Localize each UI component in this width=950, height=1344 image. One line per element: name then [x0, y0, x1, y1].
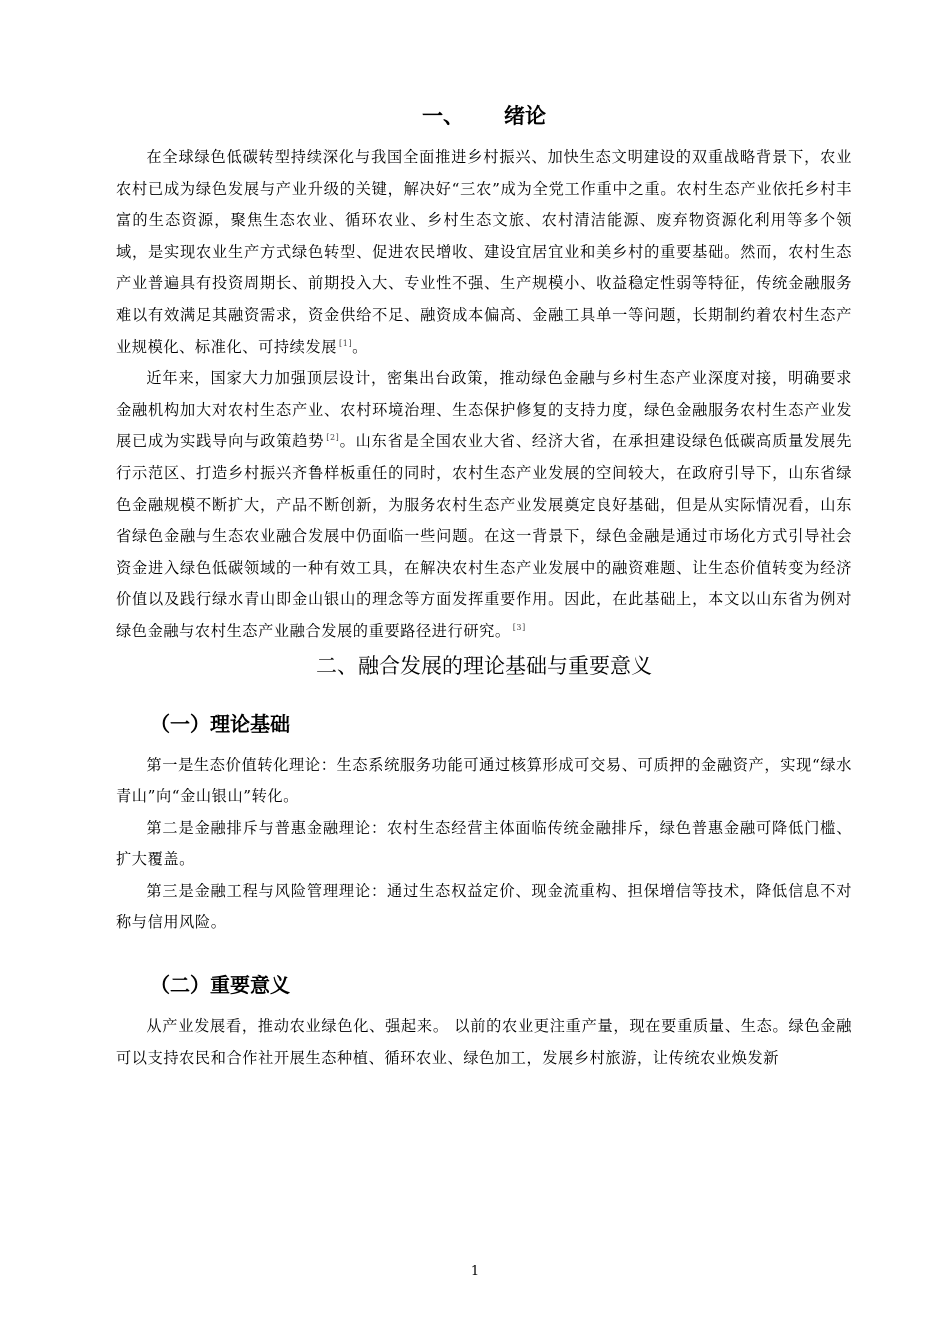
theory-paragraph-1: 第一是生态价值转化理论：生态系统服务功能可通过核算形成可交易、可质押的金融资产，实现“绿水青山”向“金山银山”转化。: [116, 755, 852, 806]
citation-1: [1]: [339, 338, 353, 348]
subsection-heading-significance: （二）重要意义: [150, 973, 290, 998]
page-number: 1: [470, 1264, 480, 1279]
section-heading-2: 二、融合发展的理论基础与重要意义: [316, 653, 652, 678]
page-content: [116, 100, 852, 1074]
significance-paragraph-1: 从产业发展看，推动农业绿色化、强起来。 以前的农业更注重产量，现在要重质量、生态。绿色金融可以支持农民和合作社开展生态种植、循环农业、绿色加工，发展乡村旅游，让传统农业焕发新: [116, 1017, 852, 1067]
subsection-heading-theory: （一）理论基础: [150, 711, 290, 736]
intro-paragraph-2: [116, 363, 852, 647]
theory-paragraph-3: 第三是金融工程与风险管理理论：通过生态权益定价、现金流重构、担保增信等技术，降低信息不对称与信用风险。: [116, 881, 852, 932]
theory-paragraph-2: 第二是金融排斥与普惠金融理论：农村生态经营主体面临传统金融排斥，绿色普惠金融可降低门槛、扩大覆盖。: [116, 818, 852, 869]
intro-paragraph-1-end: 。: [352, 337, 368, 356]
citation-2: [2]: [326, 433, 340, 443]
intro-paragraph-1-text: 在全球绿色低碳转型持续深化与我国全面推进乡村振兴、加快生态文明建设的双重战略背景下，农业农村已成为绿色发展与产业升级的关键，解决好“三农”成为全党工作重中之重。农村生态产业依托乡村丰富的生态资源，聚焦生态农业、循环农业、乡村生态文旅、农村清洁能源、废弃物资源化利用等多个领域，是实现农业生产方式绿色转型、促进农民增收、建设宜居宜业和美乡村的重要基础。然而，农村生态产业普遍具有投资周期长、前期投入大、专业性不强、生产规模小、收益稳定性弱等特征，传统金融服务难以有效满足其融资需求，资金供给不足、融资成本偏高、金融工具单一等问题，长期制约着农村生态产业规模化、标准化、可持续发展: [116, 148, 852, 356]
intro-paragraph-2-text-a: 近年来，国家大力加强顶层设计，密集出台政策，推动绿色金融与乡村生态产业深度对接，明确要求金融机构加大对农村生态产业、农村环境治理、生态保护修复的支持力度，绿色金融服务农村生态产业发展已成为实践导向与政策趋势: [116, 369, 852, 451]
section-heading-1-number: 一、: [422, 104, 464, 128]
section-heading-1: [116, 100, 852, 132]
citation-3: [3]: [512, 622, 526, 632]
intro-paragraph-2-text-b: 。山东省是全国农业大省、经济大省，在承担建设绿色低碳高质量发展先行示范区、打造乡村振兴齐鲁样板重任的同时，农村生态产业发展的空间较大，在政府引导下，山东省绿色金融规模不断扩大，产品不断创新，为服务农村生态产业发展奠定良好基础，但是从实际情况看，山东省绿色金融与生态农业融合发展中仍面临一些问题。在这一背景下，绿色金融是通过市场化方式引导社会资金进入绿色低碳领域的一种有效工具，在解决农村生态产业发展中的融资难题、让生态价值转变为经济价值以及践行绿水青山即金山银山的理念等方面发挥重要作用。因此，在此基础上，本文以山东省为例对绿色金融与农村生态产业融合发展的重要路径进行研究。: [116, 432, 852, 640]
section-heading-1-title: 绪论: [504, 104, 546, 128]
intro-paragraph-1: [116, 142, 852, 363]
